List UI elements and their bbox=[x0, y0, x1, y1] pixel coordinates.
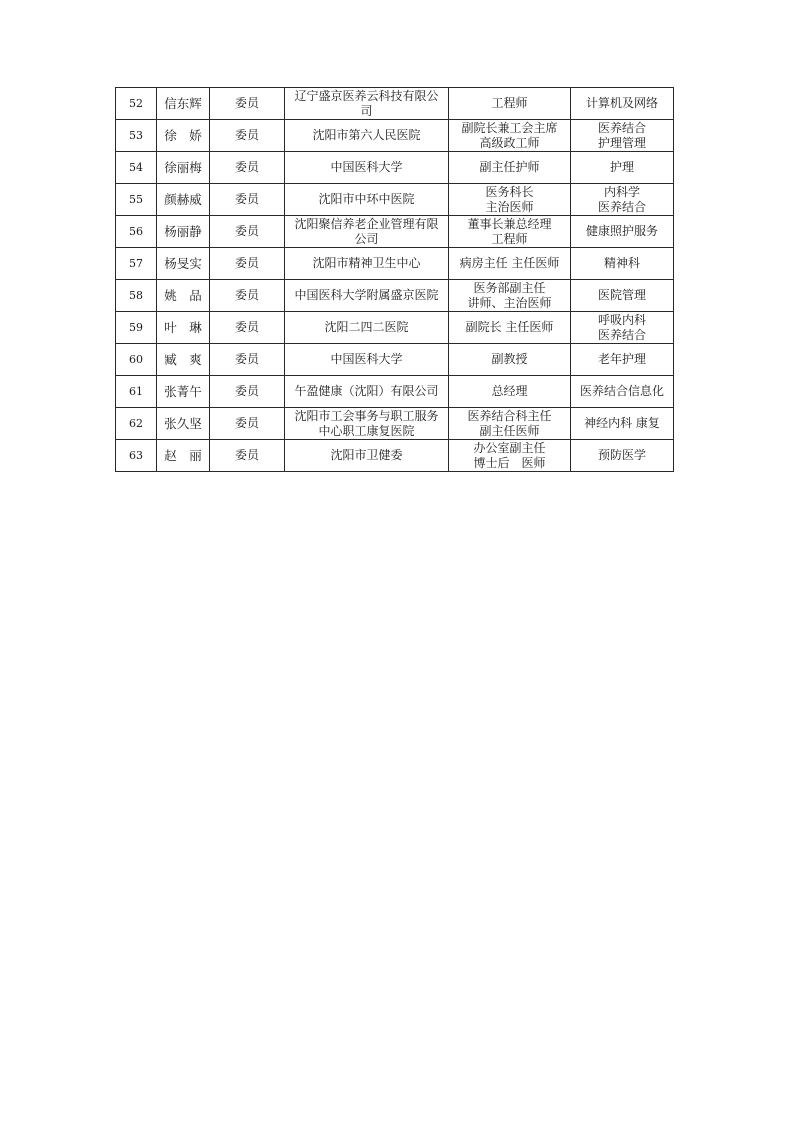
member-name-cell: 徐丽梅 bbox=[157, 152, 210, 184]
member-name-cell: 信东辉 bbox=[157, 88, 210, 120]
row-number-cell: 60 bbox=[116, 344, 157, 376]
organization-cell: 中国医科大学 bbox=[285, 152, 449, 184]
specialty-cell: 医养结合信息化 bbox=[571, 376, 674, 408]
job-title-cell: 副院长兼工会主席 高级政工师 bbox=[449, 120, 571, 152]
member-role-cell: 委员 bbox=[210, 184, 285, 216]
table-row bbox=[116, 440, 674, 472]
organization-cell: 沈阳聚信养老企业管理有限 公司 bbox=[285, 216, 449, 248]
row-number-cell: 63 bbox=[116, 440, 157, 472]
organization-cell: 中国医科大学 bbox=[285, 344, 449, 376]
row-number-cell: 57 bbox=[116, 248, 157, 280]
member-name-cell: 杨丽静 bbox=[157, 216, 210, 248]
row-number-cell: 61 bbox=[116, 376, 157, 408]
row-number-cell: 54 bbox=[116, 152, 157, 184]
organization-cell: 午盈健康（沈阳）有限公司 bbox=[285, 376, 449, 408]
member-name-cell: 颜赫威 bbox=[157, 184, 210, 216]
member-role-cell: 委员 bbox=[210, 248, 285, 280]
member-role-cell: 委员 bbox=[210, 408, 285, 440]
specialty-cell: 医养结合 护理管理 bbox=[571, 120, 674, 152]
job-title-cell: 总经理 bbox=[449, 376, 571, 408]
organization-cell: 沈阳二四二医院 bbox=[285, 312, 449, 344]
job-title-cell: 病房主任 主任医师 bbox=[449, 248, 571, 280]
member-role-cell: 委员 bbox=[210, 440, 285, 472]
member-role-cell: 委员 bbox=[210, 280, 285, 312]
member-name-cell: 叶 琳 bbox=[157, 312, 210, 344]
member-role-cell: 委员 bbox=[210, 216, 285, 248]
specialty-cell: 内科学 医养结合 bbox=[571, 184, 674, 216]
job-title-cell: 副主任护师 bbox=[449, 152, 571, 184]
specialty-cell: 精神科 bbox=[571, 248, 674, 280]
job-title-cell: 医务科长 主治医师 bbox=[449, 184, 571, 216]
organization-cell: 沈阳市中环中医院 bbox=[285, 184, 449, 216]
specialty-cell: 计算机及网络 bbox=[571, 88, 674, 120]
table-row bbox=[116, 280, 674, 312]
table-row bbox=[116, 312, 674, 344]
organization-cell: 沈阳市精神卫生中心 bbox=[285, 248, 449, 280]
specialty-cell: 健康照护服务 bbox=[571, 216, 674, 248]
organization-cell: 中国医科大学附属盛京医院 bbox=[285, 280, 449, 312]
row-number-cell: 52 bbox=[116, 88, 157, 120]
job-title-cell: 副教授 bbox=[449, 344, 571, 376]
organization-cell: 辽宁盛京医养云科技有限公 司 bbox=[285, 88, 449, 120]
specialty-cell: 神经内科 康复 bbox=[571, 408, 674, 440]
member-role-cell: 委员 bbox=[210, 152, 285, 184]
job-title-cell: 工程师 bbox=[449, 88, 571, 120]
row-number-cell: 53 bbox=[116, 120, 157, 152]
table-row bbox=[116, 344, 674, 376]
member-role-cell: 委员 bbox=[210, 88, 285, 120]
specialty-cell: 医院管理 bbox=[571, 280, 674, 312]
member-name-cell: 姚 品 bbox=[157, 280, 210, 312]
member-name-cell: 张久坚 bbox=[157, 408, 210, 440]
organization-cell: 沈阳市第六人民医院 bbox=[285, 120, 449, 152]
row-number-cell: 62 bbox=[116, 408, 157, 440]
member-name-cell: 徐 娇 bbox=[157, 120, 210, 152]
row-number-cell: 55 bbox=[116, 184, 157, 216]
table-row bbox=[116, 408, 674, 440]
table-row bbox=[116, 120, 674, 152]
member-table bbox=[115, 87, 674, 472]
member-name-cell: 杨旻实 bbox=[157, 248, 210, 280]
row-number-cell: 58 bbox=[116, 280, 157, 312]
job-title-cell: 董事长兼总经理 工程师 bbox=[449, 216, 571, 248]
specialty-cell: 老年护理 bbox=[571, 344, 674, 376]
member-role-cell: 委员 bbox=[210, 120, 285, 152]
job-title-cell: 医务部副主任 讲师、主治医师 bbox=[449, 280, 571, 312]
job-title-cell: 医养结合科主任 副主任医师 bbox=[449, 408, 571, 440]
table-row bbox=[116, 152, 674, 184]
organization-cell: 沈阳市工会事务与职工服务 中心职工康复医院 bbox=[285, 408, 449, 440]
member-name-cell: 臧 爽 bbox=[157, 344, 210, 376]
row-number-cell: 59 bbox=[116, 312, 157, 344]
member-name-cell: 赵 丽 bbox=[157, 440, 210, 472]
member-role-cell: 委员 bbox=[210, 312, 285, 344]
row-number-cell: 56 bbox=[116, 216, 157, 248]
table-row bbox=[116, 248, 674, 280]
table-row bbox=[116, 216, 674, 248]
member-table-body bbox=[116, 88, 674, 472]
member-name-cell: 张菁午 bbox=[157, 376, 210, 408]
job-title-cell: 办公室副主任 博士后 医师 bbox=[449, 440, 571, 472]
organization-cell: 沈阳市卫健委 bbox=[285, 440, 449, 472]
job-title-cell: 副院长 主任医师 bbox=[449, 312, 571, 344]
member-role-cell: 委员 bbox=[210, 376, 285, 408]
table-row bbox=[116, 376, 674, 408]
member-role-cell: 委员 bbox=[210, 344, 285, 376]
table-row bbox=[116, 184, 674, 216]
specialty-cell: 护理 bbox=[571, 152, 674, 184]
specialty-cell: 预防医学 bbox=[571, 440, 674, 472]
table-row bbox=[116, 88, 674, 120]
specialty-cell: 呼吸内科 医养结合 bbox=[571, 312, 674, 344]
